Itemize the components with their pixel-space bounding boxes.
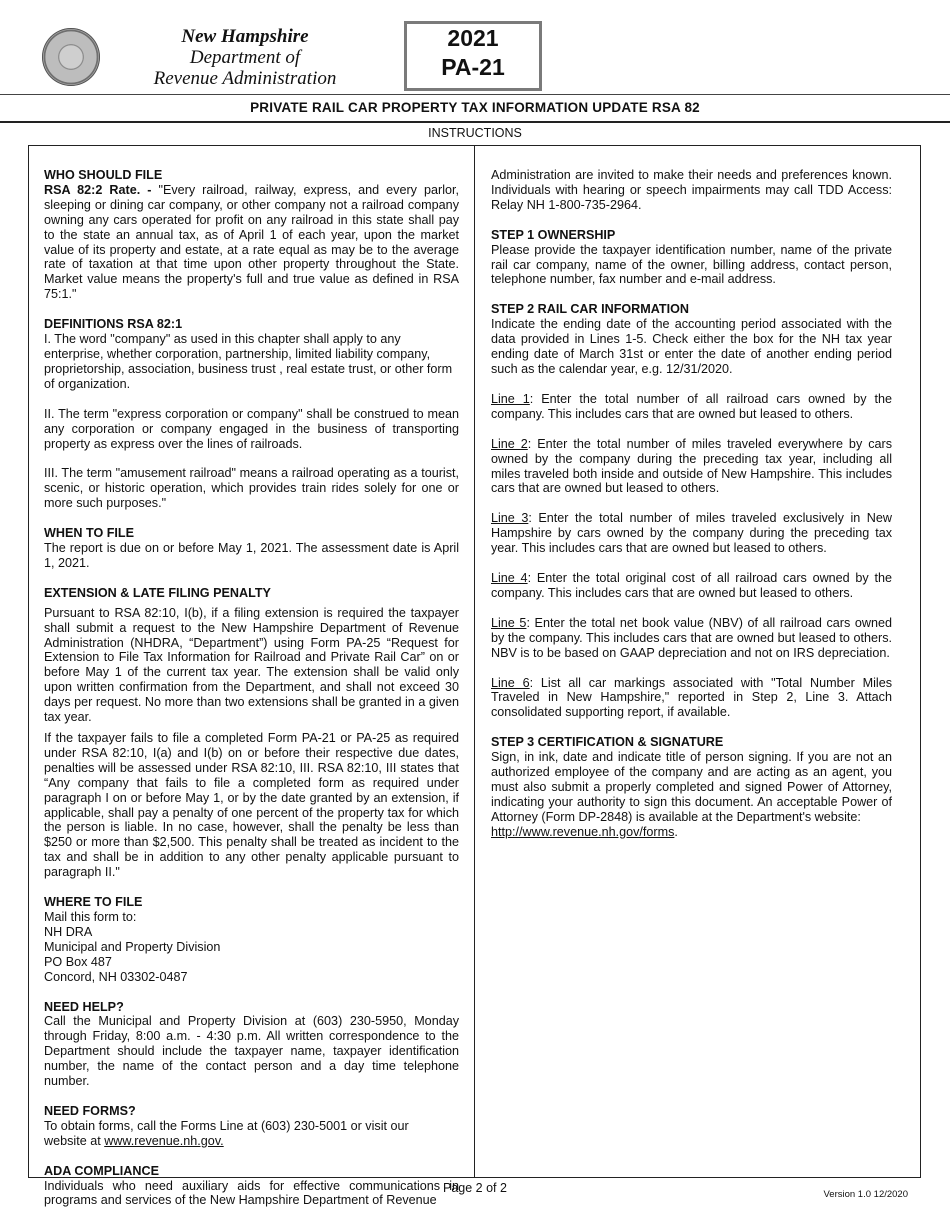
line4-instruction <box>491 571 892 601</box>
address-line: Concord, NH 03302-0487 <box>44 969 188 984</box>
section-heading: NEED HELP? <box>44 999 124 1014</box>
address-line: Mail this form to: <box>44 909 137 924</box>
title-rule <box>0 121 950 123</box>
forms-text: To obtain forms, call the Forms Line at (603) 230-5001 or visit our <box>44 1118 409 1133</box>
column-divider <box>474 145 475 1178</box>
form-year: 2021 <box>447 25 499 51</box>
line-label: Line 3 <box>491 511 529 526</box>
forms-text-2: website at <box>44 1133 105 1148</box>
ada-continued-text: Administration are invited to make their needs and preferences known. Individuals with hearing or speech impairments may call TDD Access: Relay NH 1-800-735-2964. <box>491 168 892 212</box>
form-id-box <box>404 21 542 91</box>
section-heading: WHERE TO FILE <box>44 895 143 910</box>
state-seal-icon <box>42 28 100 86</box>
extension-paragraph-1: Pursuant to RSA 82:10, I(b), if a filing extension is required the taxpayer shall submit a request to the New Hampshire Department of Revenue Administration (NHDRA, “Department”) using Form PA-25 “Request for Extension to File Tax Information for Railroad and Private Rail Car” on or before May 1 of the current tax year. The extension shall be valid only upon written confirmation from the Department, and shall not exceed 30 days per request. No more than two extensions shall be granted in a given tax year. <box>44 605 459 725</box>
address-line: NH DRA <box>44 924 93 939</box>
when-to-file-section <box>44 526 459 571</box>
forms-website-link[interactable]: http://www.revenue.nh.gov/forms <box>491 824 675 839</box>
section-heading: WHEN TO FILE <box>44 526 135 541</box>
line2-instruction <box>491 437 892 497</box>
line5-instruction <box>491 616 892 661</box>
step2-section <box>491 302 892 377</box>
page-title: PRIVATE RAIL CAR PROPERTY TAX INFORMATION UPDATE RSA 82 <box>250 100 700 115</box>
instructions-label: INSTRUCTIONS <box>428 126 522 140</box>
department-name <box>130 26 360 89</box>
step1-section <box>491 228 892 288</box>
line-label: Line 6 <box>491 675 530 690</box>
section-heading: EXTENSION & LATE FILING PENALTY <box>44 585 271 600</box>
definition-2: II. The term "express corporation or company" shall be construed to mean any corporation or company engaged in the business of transporting property as express over the lines of railroads. <box>44 406 459 451</box>
section-heading: STEP 3 CERTIFICATION & SIGNATURE <box>491 735 724 750</box>
line-text: : Enter the total net book value (NBV) of all railroad cars owned by the company. This includes cars that are owned but leased to others. NBV is to be based on GAAP depreciation and not on IRS depreciation. <box>491 615 892 660</box>
section-heading: STEP 2 RAIL CAR INFORMATION <box>491 302 690 317</box>
definitions-section <box>44 317 459 511</box>
when-text: The report is due on or before May 1, 2021. The assessment date is April 1, 2021. <box>44 541 459 570</box>
line-label: Line 2 <box>491 436 528 451</box>
line-text: : List all car markings associated with "Total Number Miles Traveled in New Hampshire," reported in Step 2, Line 3. Attach consolidated supporting report, if available. <box>491 675 892 720</box>
line1-instruction <box>491 392 892 422</box>
line6-instruction <box>491 676 892 721</box>
need-help-section <box>44 1000 459 1089</box>
section-heading: NEED FORMS? <box>44 1103 136 1118</box>
dept-line-3: Revenue Administration <box>153 68 337 89</box>
definition-3: III. The term "amusement railroad" means a railroad operating as a tourist, scenic, or historic operation, which provides train rides solely for one or more such purposes." <box>44 466 459 511</box>
section-heading: STEP 1 OWNERSHIP <box>491 227 616 242</box>
who-should-file-section <box>44 168 459 302</box>
version-label: Version 1.0 12/2020 <box>823 1189 908 1200</box>
form-number: PA-21 <box>441 54 505 80</box>
help-text: Call the Municipal and Property Division at (603) 230-5950, Monday through Friday, 8:00 a.m. - 4:30 p.m. All written correspondence to the Department should include the taxpayer name, taxpayer identification number, the name of the contact person and a day time telephone number. <box>44 1014 459 1089</box>
address-line: Municipal and Property Division <box>44 939 221 954</box>
revenue-website-link[interactable]: www.revenue.nh.gov. <box>104 1133 224 1148</box>
definition-1: I. The word "company" as used in this chapter shall apply to any enterprise, whether corporation, partnership, limited liability company, proprietorship, association, business trust , real estate trust, or other form of organization. <box>44 332 453 391</box>
section-heading: ADA COMPLIANCE <box>44 1163 159 1178</box>
line-text: : Enter the total number of miles traveled everywhere by cars owned by the company during the preceding tax year, including all miles traveled both inside and outside of New Hampshire. This includes cars that are owned but leased to others. <box>491 436 892 496</box>
ada-text: Individuals who need auxiliary aids for effective communications in programs and services of the New Hampshire Department of Revenue <box>44 1178 459 1208</box>
need-forms-section <box>44 1104 459 1149</box>
header-rule <box>0 94 950 95</box>
rsa-lead: RSA 82:2 Rate. - <box>44 182 152 197</box>
step3-end: . <box>674 824 678 839</box>
step2-text: Indicate the ending date of the accounting period associated with the data provided in Lines 1-5. Check either the box for the NH tax year ending date of March 31st or enter the date of another ending period such as the calendar year, e.g. 12/31/2020. <box>491 317 892 376</box>
step3-section <box>491 735 892 839</box>
address-line: PO Box 487 <box>44 954 112 969</box>
line-text: : Enter the total number of all railroad cars owned by the company. This includes cars that are owned but leased to others. <box>491 391 892 421</box>
who-text: "Every railroad, railway, express, and every parlor, sleeping or dining car company, or other company not a railroad company owning any cars operated for profit on any railroad in this state shall pay to the state an annual tax, as of April 1 of each year, upon the market value of its property and estate, at a rate equal as may be to the average rate of taxation at that time upon other property throughout the State. Market value means the property's full and true value as defined in RSA 75:1." <box>44 182 460 302</box>
page-number: Page 2 of 2 <box>443 1181 507 1195</box>
ada-continued <box>491 168 892 213</box>
step1-text: Please provide the taxpayer identification number, name of the private rail car company, name of the owner, billing address, contact person, telephone number, fax number and e-mail address. <box>491 242 892 287</box>
step3-text: Sign, in ink, date and indicate title of person signing. If you are not an authorized employee of the company and are acting as an agent, you must also submit a properly completed and signed Power of Attorney, indicating your authority to sign this document. An acceptable Power of Attorney (Form DP-2848) is available at the Department's website: <box>491 750 892 824</box>
dept-line-2: Department of <box>189 47 301 68</box>
line-text: : Enter the total number of miles traveled exclusively in New Hampshire by cars owned by the company during the preceding tax year. This includes cars that are owned but leased to others. <box>491 511 892 556</box>
line3-instruction <box>491 511 892 556</box>
extension-section <box>44 586 459 880</box>
extension-paragraph-2: If the taxpayer fails to file a completed Form PA-21 or PA-25 as required under RSA 82:10, I(a) and I(b) on or before their respective due dates, penalties will be assessed under RSA 82:10, III. RSA 82:10, III states that “Any company that fails to file a completed form as required under paragraph I on or before May 1, or by the date granted by an extension, if applicable, shall pay a penalty of one percent of the property tax for which the person is liable. In no case, however, shall the penalty be less than $250 or more than $2,500. This penalty shall be treated as incident to the tax and shall be in addition to any other penalty applicable pursuant to paragraph II." <box>44 731 459 880</box>
dept-line-1: New Hampshire <box>181 26 309 47</box>
section-heading: WHO SHOULD FILE <box>44 168 163 182</box>
left-column <box>44 168 459 1223</box>
line-text: : Enter the total original cost of all railroad cars owned by the company. This includes cars that are owned but leased to others. <box>491 571 892 600</box>
line-label: Line 4 <box>491 571 528 586</box>
line-label: Line 5 <box>491 615 527 630</box>
line-label: Line 1 <box>491 391 530 406</box>
right-column <box>491 168 892 855</box>
section-heading: DEFINITIONS RSA 82:1 <box>44 317 183 332</box>
where-to-file-section <box>44 895 459 984</box>
